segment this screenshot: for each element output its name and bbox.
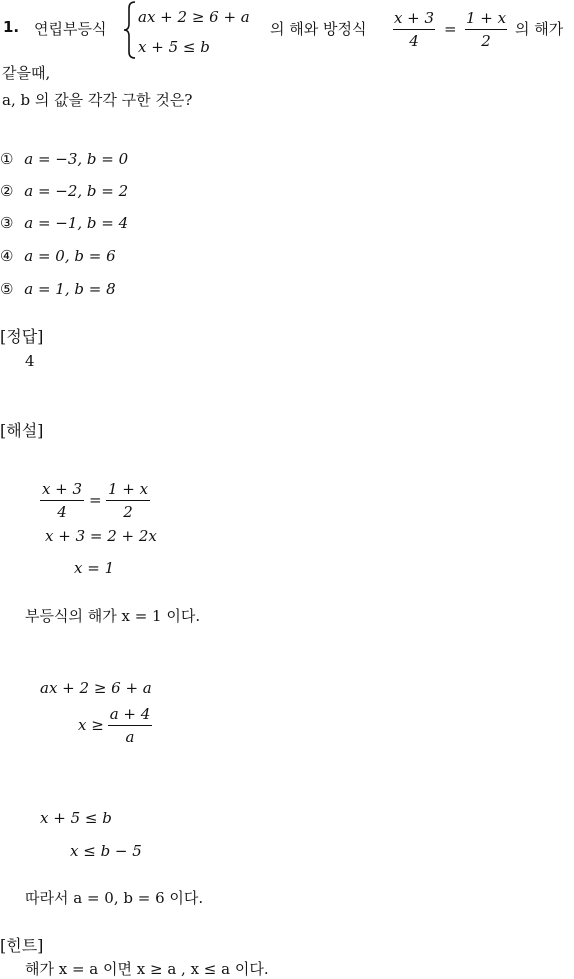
- question-lead: 연립부등식: [34, 20, 107, 38]
- question-line-3: a, b 의 값을 각각 구한 것은?: [2, 91, 193, 109]
- fraction-numerator: x + 3: [393, 9, 435, 27]
- solution-equals: =: [89, 491, 102, 509]
- answer-value: 4: [25, 352, 35, 370]
- hint-text: 해가 x = a 이면 x ≥ a , x ≤ a 이다.: [25, 960, 269, 978]
- question-mid: 의 해와 방정식: [270, 20, 367, 38]
- system-line-2: x + 5 ≤ b: [138, 38, 210, 56]
- choice-marker: ④: [0, 247, 14, 265]
- question-equals: =: [444, 20, 457, 38]
- solution-inequality-2-fraction: [108, 705, 152, 746]
- fraction-bar: [106, 500, 150, 501]
- choice-1[interactable]: [0, 150, 128, 168]
- fraction-bar: [393, 29, 435, 30]
- choice-text: a = 1, b = 8: [24, 280, 116, 298]
- fraction-numerator: x + 3: [41, 480, 83, 498]
- question-number: 1.: [3, 18, 20, 36]
- system-line-1: ax + 2 ≥ 6 + a: [138, 8, 250, 26]
- fraction-bar: [40, 500, 84, 501]
- choice-text: a = 0, b = 6: [24, 247, 116, 265]
- choice-2[interactable]: [0, 182, 128, 200]
- solution-inequality-3: x + 5 ≤ b: [40, 809, 112, 827]
- fraction-numerator: a + 4: [109, 705, 151, 723]
- choice-3[interactable]: [0, 214, 128, 232]
- fraction-denominator: 4: [57, 503, 67, 521]
- answer-label: [정답]: [0, 327, 44, 346]
- solution-step-2: x + 3 = 2 + 2x: [45, 527, 157, 545]
- solution-step-3: x = 1: [74, 559, 115, 577]
- question-equation-right-fraction: [465, 9, 507, 50]
- choice-marker: ②: [0, 182, 14, 200]
- choice-marker: ⑤: [0, 280, 14, 298]
- fraction-bar: [108, 725, 152, 726]
- hint-label: [힌트]: [0, 936, 44, 955]
- choice-text: a = −3, b = 0: [24, 150, 129, 168]
- solution-inequality-1: ax + 2 ≥ 6 + a: [40, 679, 152, 697]
- choice-5[interactable]: [0, 280, 116, 298]
- solution-sentence-1: 부등식의 해가 x = 1 이다.: [25, 607, 201, 625]
- system-brace: [123, 0, 137, 60]
- solution-label: [해설]: [0, 421, 44, 440]
- fraction-denominator: 4: [409, 32, 419, 50]
- solution-fraction-right: [106, 480, 150, 521]
- fraction-numerator: 1 + x: [107, 480, 149, 498]
- solution-inequality-2-left: x ≥: [78, 716, 104, 734]
- question-equation-left-fraction: [393, 9, 435, 50]
- solution-inequality-4: x ≤ b − 5: [70, 842, 142, 860]
- solution-conclusion: 따라서 a = 0, b = 6 이다.: [25, 889, 204, 907]
- choice-text: a = −2, b = 2: [24, 182, 129, 200]
- solution-fraction-left: [40, 480, 84, 521]
- question-tail: 의 해가: [515, 20, 564, 38]
- choice-marker: ①: [0, 150, 14, 168]
- fraction-numerator: 1 + x: [465, 9, 507, 27]
- choice-marker: ③: [0, 214, 14, 232]
- fraction-denominator: a: [125, 728, 135, 746]
- fraction-denominator: 2: [123, 503, 133, 521]
- fraction-bar: [465, 29, 507, 30]
- choice-4[interactable]: [0, 247, 116, 265]
- fraction-denominator: 2: [481, 32, 491, 50]
- choice-text: a = −1, b = 4: [24, 214, 129, 232]
- question-line-2: 같을때,: [2, 64, 51, 82]
